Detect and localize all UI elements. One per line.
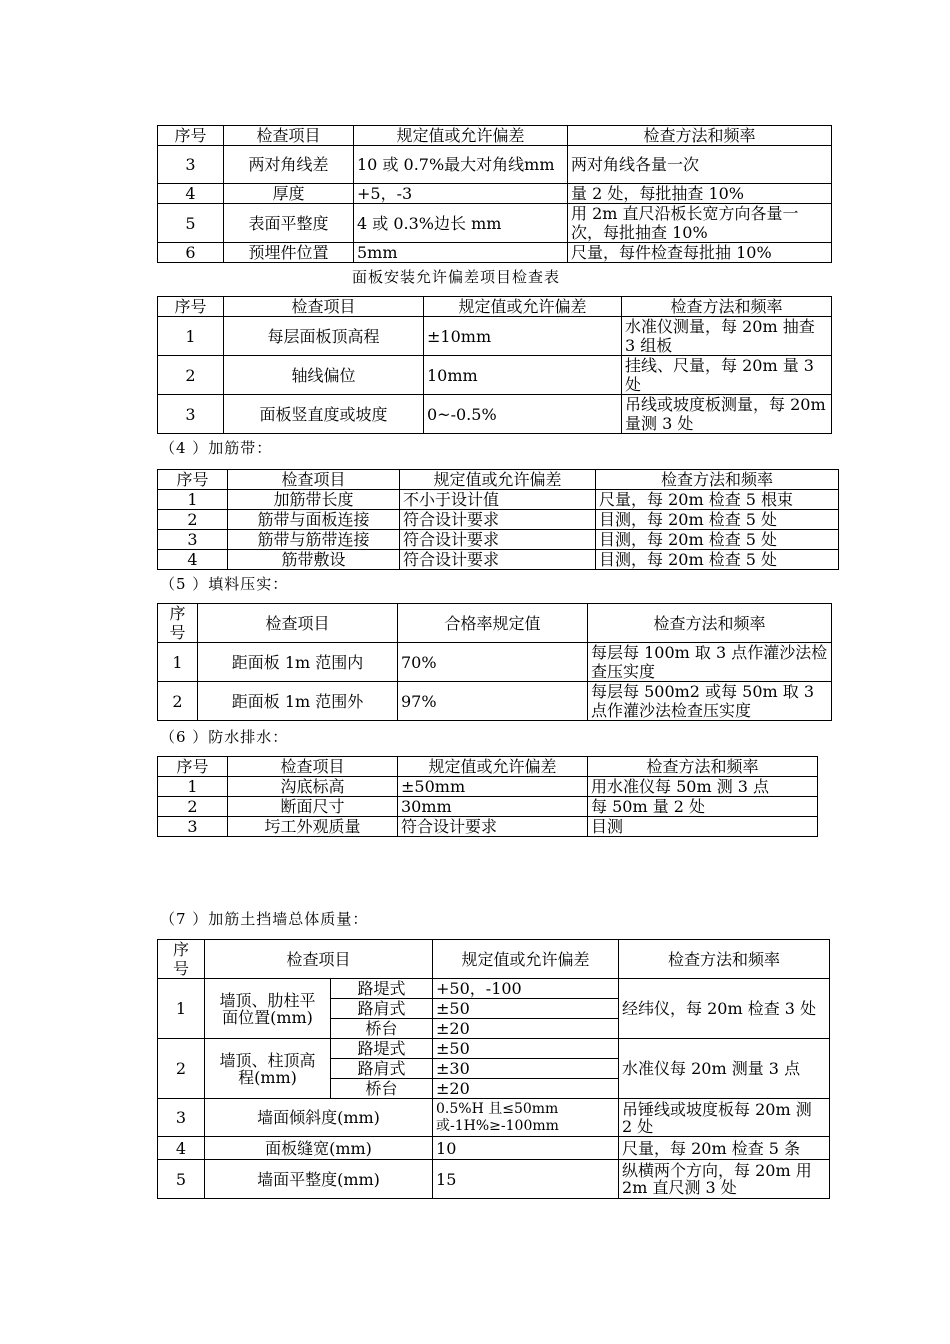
cell: 10mm [424, 356, 622, 395]
cell: 墙面倾斜度(mm) [205, 1099, 433, 1137]
cell: 水准仪每 20m 测量 3 点 [619, 1039, 830, 1099]
table-row [158, 395, 832, 434]
header-cell: 序号 [158, 126, 224, 146]
cell: 15 [433, 1160, 619, 1199]
cell: ±30 [433, 1059, 619, 1079]
cell: 预埋件位置 [224, 243, 354, 263]
cell: 沟底标高 [228, 777, 398, 797]
cell: 符合设计要求 [398, 817, 588, 837]
cell: 用水准仪每 50m 测 3 点 [588, 777, 818, 797]
table-row [158, 510, 839, 530]
table-header-row [158, 297, 832, 317]
cell: 桥台 [331, 1019, 433, 1039]
table-row [158, 146, 832, 184]
cell: 1 [158, 490, 228, 510]
cell: 1 [158, 979, 205, 1039]
cell: 挂线、尺量，每 20m 量 3 处 [622, 356, 832, 395]
cell: 10 或 0.7%最大对角线mm [354, 146, 568, 184]
section-caption: （6 ）防水排水： [160, 728, 289, 746]
header-cell: 检查项目 [198, 604, 398, 643]
table-drainage [157, 756, 818, 837]
section-caption: （4 ）加筋带： [160, 439, 273, 457]
cell: 轴线偏位 [224, 356, 424, 395]
cell: 3 [158, 1099, 205, 1137]
header-cell: 检查项目 [228, 757, 398, 777]
cell: 1 [158, 317, 224, 356]
cell: ±50 [433, 1039, 619, 1059]
cell: 1 [158, 777, 228, 797]
table-header-row [158, 604, 832, 643]
cell: ±20 [433, 1019, 619, 1039]
table-caption: 面板安装允许偏差项目检查表 [352, 268, 561, 286]
table-panel-check [157, 125, 832, 263]
cell: 每层面板顶高程 [224, 317, 424, 356]
table-reinforcement [157, 469, 839, 570]
cell: 每 50m 量 2 处 [588, 797, 818, 817]
cell: 路堤式 [331, 1039, 433, 1059]
cell: 路堤式 [331, 979, 433, 999]
cell: 97% [398, 682, 588, 721]
cell: 每层每 100m 取 3 点作灌沙法检查压实度 [588, 643, 832, 682]
cell: 断面尺寸 [228, 797, 398, 817]
cell: 4 [158, 550, 228, 570]
header-cell: 规定值或允许偏差 [433, 940, 619, 979]
table-row [158, 777, 818, 797]
cell: 1 [158, 643, 198, 682]
table-header-row [158, 757, 818, 777]
cell: 不小于设计值 [400, 490, 596, 510]
cell: ±20 [433, 1079, 619, 1099]
cell: 距面板 1m 范围外 [198, 682, 398, 721]
header-cell: 规定值或允许偏差 [424, 297, 622, 317]
table-row [158, 797, 818, 817]
cell: 吊锤线或坡度板每 20m 测 2 处 [619, 1099, 830, 1137]
cell: ±10mm [424, 317, 622, 356]
cell: 4 或 0.3%边长 mm [354, 204, 568, 243]
cell: 距面板 1m 范围内 [198, 643, 398, 682]
cell: 加筋带长度 [228, 490, 400, 510]
table-row [158, 490, 839, 510]
cell: 面板竖直度或坡度 [224, 395, 424, 434]
cell: 尺量，每 20m 检查 5 条 [619, 1137, 830, 1160]
table-compaction [157, 603, 832, 721]
header-cell: 规定值或允许偏差 [400, 470, 596, 490]
cell: 筋带与筋带连接 [228, 530, 400, 550]
table-row [158, 184, 832, 204]
cell: 3 [158, 146, 224, 184]
cell: 5 [158, 204, 224, 243]
cell: 2 [158, 510, 228, 530]
cell: 每层每 500m2 或每 50m 取 3 点作灌沙法检查压实度 [588, 682, 832, 721]
header-cell: 规定值或允许偏差 [354, 126, 568, 146]
table-row [158, 643, 832, 682]
header-cell: 检查项目 [228, 470, 400, 490]
cell: +5，-3 [354, 184, 568, 204]
table-row [158, 817, 818, 837]
table-row [158, 204, 832, 243]
cell: 墙顶、柱顶高程(mm) [205, 1039, 331, 1099]
header-cell: 序号 [158, 757, 228, 777]
cell: 符合设计要求 [400, 530, 596, 550]
section-caption: （5 ）填料压实： [160, 575, 289, 593]
cell: 量 2 处，每批抽查 10% [568, 184, 832, 204]
cell: 两对角线各量一次 [568, 146, 832, 184]
cell: 5 [158, 1160, 205, 1199]
cell: 目测，每 20m 检查 5 处 [596, 530, 839, 550]
cell: 2 [158, 797, 228, 817]
table-row [158, 243, 832, 263]
cell: 路肩式 [331, 1059, 433, 1079]
header-cell: 序号 [158, 604, 198, 643]
table-overall-quality [157, 939, 830, 1199]
table-row [158, 1099, 830, 1137]
table-row [158, 1039, 830, 1059]
header-cell: 检查方法和频率 [588, 757, 818, 777]
header-cell: 合格率规定值 [398, 604, 588, 643]
cell: 2 [158, 682, 198, 721]
cell: 纵横两个方向，每 20m 用 2m 直尺测 3 处 [619, 1160, 830, 1199]
table-row [158, 1137, 830, 1160]
cell: 70% [398, 643, 588, 682]
table-header-row [158, 940, 830, 979]
table-row [158, 979, 830, 999]
cell: 0.5%H 且≤50mm或-1H%≥-100mm [433, 1099, 619, 1137]
cell: 水准仪测量，每 20m 抽查 3 组板 [622, 317, 832, 356]
table-row [158, 356, 832, 395]
cell: 目测，每 20m 检查 5 处 [596, 550, 839, 570]
header-cell: 规定值或允许偏差 [398, 757, 588, 777]
cell: ±50 [433, 999, 619, 1019]
cell: 经纬仪，每 20m 检查 3 处 [619, 979, 830, 1039]
table-panel-install [157, 296, 832, 434]
cell: 目测 [588, 817, 818, 837]
table-row [158, 530, 839, 550]
header-cell: 序号 [158, 470, 228, 490]
header-cell: 检查方法和频率 [619, 940, 830, 979]
cell: 30mm [398, 797, 588, 817]
header-cell: 检查方法和频率 [568, 126, 832, 146]
cell: 2 [158, 1039, 205, 1099]
cell: 3 [158, 817, 228, 837]
cell: 桥台 [331, 1079, 433, 1099]
cell: 表面平整度 [224, 204, 354, 243]
cell: 筋带与面板连接 [228, 510, 400, 530]
cell: 两对角线差 [224, 146, 354, 184]
cell: 符合设计要求 [400, 550, 596, 570]
cell: 2 [158, 356, 224, 395]
table-row [158, 550, 839, 570]
table-header-row [158, 126, 832, 146]
cell: 筋带敷设 [228, 550, 400, 570]
cell: 0~-0.5% [424, 395, 622, 434]
cell: 符合设计要求 [400, 510, 596, 530]
table-row [158, 682, 832, 721]
cell: 3 [158, 530, 228, 550]
cell: 5mm [354, 243, 568, 263]
header-cell: 检查项目 [205, 940, 433, 979]
table-row [158, 1160, 830, 1199]
header-cell: 序号 [158, 940, 205, 979]
cell: 墙面平整度(mm) [205, 1160, 433, 1199]
header-cell: 序号 [158, 297, 224, 317]
cell: 3 [158, 395, 224, 434]
cell: 圬工外观质量 [228, 817, 398, 837]
cell: 目测，每 20m 检查 5 处 [596, 510, 839, 530]
table-row [158, 317, 832, 356]
header-cell: 检查方法和频率 [588, 604, 832, 643]
cell: ±50mm [398, 777, 588, 797]
cell: 用 2m 直尺沿板长宽方向各量一次，每批抽查 10% [568, 204, 832, 243]
cell: 6 [158, 243, 224, 263]
cell: 尺量，每 20m 检查 5 根束 [596, 490, 839, 510]
header-cell: 检查项目 [224, 297, 424, 317]
cell: 吊线或坡度板测量，每 20m 量测 3 处 [622, 395, 832, 434]
cell: 墙顶、肋柱平面位置(mm) [205, 979, 331, 1039]
table-header-row [158, 470, 839, 490]
cell: 路肩式 [331, 999, 433, 1019]
cell: 尺量，每件检查每批抽 10% [568, 243, 832, 263]
section-caption: （7 ）加筋土挡墙总体质量： [160, 910, 369, 928]
cell: +50，-100 [433, 979, 619, 999]
header-cell: 检查项目 [224, 126, 354, 146]
header-cell: 检查方法和频率 [622, 297, 832, 317]
cell: 10 [433, 1137, 619, 1160]
cell: 4 [158, 184, 224, 204]
cell: 4 [158, 1137, 205, 1160]
header-cell: 检查方法和频率 [596, 470, 839, 490]
cell: 厚度 [224, 184, 354, 204]
cell: 面板缝宽(mm) [205, 1137, 433, 1160]
